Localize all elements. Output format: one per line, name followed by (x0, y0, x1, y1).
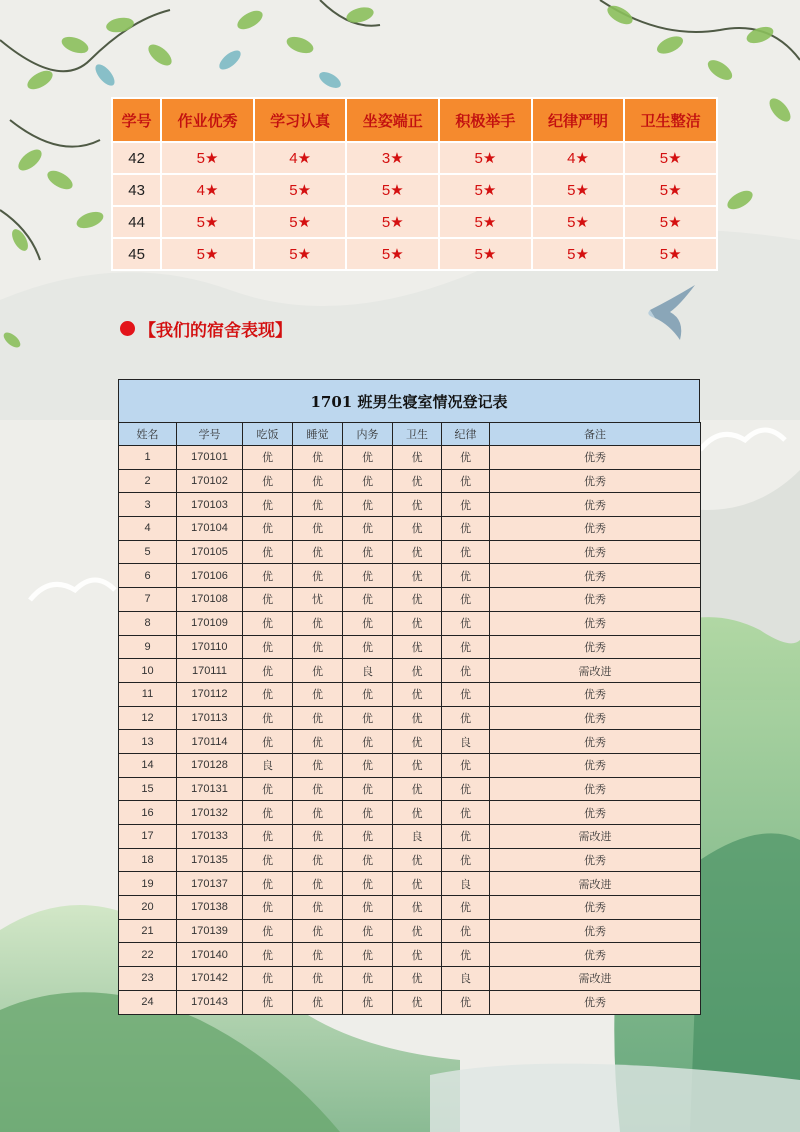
star-table-row (112, 238, 717, 270)
dorm-table-cell: 170104 (177, 517, 243, 541)
dorm-table-row (119, 588, 701, 612)
dorm-table-cell: 优 (243, 517, 293, 541)
dorm-table-cell: 优 (343, 801, 393, 825)
dorm-table-header: 睡觉 (293, 423, 343, 446)
bullet-dot-icon (120, 321, 135, 336)
dorm-table-cell: 170138 (177, 896, 243, 920)
star-table-row (112, 174, 717, 206)
dorm-table-cell: 13 (119, 730, 177, 754)
dorm-table-cell: 优秀 (490, 611, 701, 635)
dorm-table-cell: 优秀 (490, 943, 701, 967)
dorm-table-row (119, 517, 701, 541)
dorm-table-cell: 18 (119, 848, 177, 872)
dorm-table-cell: 20 (119, 896, 177, 920)
dorm-table-cell: 优 (343, 635, 393, 659)
dorm-table-cell: 170108 (177, 588, 243, 612)
star-score-cell: 5★ (624, 238, 717, 270)
dorm-table-cell: 优 (393, 588, 442, 612)
dorm-table-cell: 优 (343, 493, 393, 517)
dorm-table-row (119, 896, 701, 920)
dorm-table-cell: 良 (243, 753, 293, 777)
dorm-table-cell: 优 (442, 801, 490, 825)
dorm-table-cell: 优 (442, 635, 490, 659)
dorm-table-row (119, 848, 701, 872)
dorm-table-cell: 优 (393, 896, 442, 920)
dorm-table-header: 卫生 (393, 423, 442, 446)
dorm-table-cell: 170113 (177, 706, 243, 730)
dorm-table-cell: 1 (119, 446, 177, 470)
dorm-table-row (119, 493, 701, 517)
dorm-table-cell: 优 (442, 848, 490, 872)
dorm-table-row (119, 564, 701, 588)
dorm-table-cell: 优 (442, 896, 490, 920)
dorm-table-row (119, 469, 701, 493)
dorm-table-cell: 优秀 (490, 682, 701, 706)
dorm-table-cell: 170131 (177, 777, 243, 801)
star-score-cell: 5★ (161, 206, 254, 238)
dorm-table-cell: 14 (119, 753, 177, 777)
dorm-table-cell: 优 (343, 825, 393, 849)
dorm-table-cell: 优 (293, 611, 343, 635)
dorm-table-cell: 170139 (177, 919, 243, 943)
dorm-table-cell: 优 (343, 919, 393, 943)
dorm-table-cell: 优 (393, 801, 442, 825)
star-table-header: 纪律严明 (532, 98, 625, 142)
dorm-table-cell: 优 (293, 540, 343, 564)
dorm-table-cell: 优 (343, 564, 393, 588)
dorm-table-cell: 优 (393, 635, 442, 659)
dorm-table-cell: 优秀 (490, 635, 701, 659)
dorm-table-cell: 170135 (177, 848, 243, 872)
student-id-cell: 43 (112, 174, 161, 206)
dorm-table-row (119, 825, 701, 849)
student-id-cell: 44 (112, 206, 161, 238)
dorm-table-cell: 170112 (177, 682, 243, 706)
dorm-table-cell: 2 (119, 469, 177, 493)
star-score-cell: 5★ (161, 142, 254, 174)
dorm-table-cell: 170128 (177, 753, 243, 777)
dorm-table-cell: 优秀 (490, 848, 701, 872)
dorm-table-cell: 优 (293, 825, 343, 849)
star-score-cell: 5★ (439, 174, 532, 206)
star-score-cell: 5★ (439, 206, 532, 238)
dorm-table-cell: 优 (442, 469, 490, 493)
dorm-table-header: 姓名 (119, 423, 177, 446)
dorm-table-cell: 优 (293, 896, 343, 920)
star-score-cell: 4★ (254, 142, 347, 174)
dorm-table-cell: 优 (393, 446, 442, 470)
dorm-table-row (119, 611, 701, 635)
dorm-table-cell: 优 (393, 730, 442, 754)
dorm-table-cell: 170103 (177, 493, 243, 517)
dorm-table-cell: 优 (343, 446, 393, 470)
dorm-table-cell: 优 (243, 611, 293, 635)
dorm-table-cell: 优 (243, 967, 293, 991)
dorm-table-cell: 优 (343, 588, 393, 612)
dorm-table-cell: 优 (442, 919, 490, 943)
dorm-table-cell: 优 (243, 469, 293, 493)
dorm-table-cell: 优 (393, 753, 442, 777)
dorm-table-cell: 优 (343, 967, 393, 991)
dorm-table-cell: 优 (343, 753, 393, 777)
dorm-table-cell: 优 (442, 540, 490, 564)
dorm-table-row (119, 990, 701, 1014)
dorm-table-cell: 优秀 (490, 564, 701, 588)
dorm-table-cell: 优 (442, 777, 490, 801)
star-score-cell: 5★ (161, 238, 254, 270)
dorm-table-row (119, 777, 701, 801)
dorm-table-cell: 优秀 (490, 896, 701, 920)
dorm-table-cell: 优秀 (490, 540, 701, 564)
star-table-row (112, 206, 717, 238)
dorm-table-cell: 170101 (177, 446, 243, 470)
dorm-table-cell: 优 (442, 659, 490, 683)
star-score-cell: 5★ (439, 238, 532, 270)
dorm-table-cell: 170137 (177, 872, 243, 896)
dorm-table-cell: 优 (243, 801, 293, 825)
star-score-cell: 5★ (624, 206, 717, 238)
dorm-table-cell: 15 (119, 777, 177, 801)
dorm-table-cell: 优 (393, 611, 442, 635)
dorm-table-cell: 优 (243, 919, 293, 943)
dorm-table-cell: 170109 (177, 611, 243, 635)
dorm-table-cell: 优 (343, 540, 393, 564)
dorm-table-cell: 优秀 (490, 469, 701, 493)
star-score-cell: 4★ (161, 174, 254, 206)
dorm-table-cell: 优秀 (490, 801, 701, 825)
dorm-table-row (119, 682, 701, 706)
section-title: 【我们的宿舍表现】 (139, 321, 292, 341)
dorm-table-cell: 优 (442, 564, 490, 588)
dorm-table-row (119, 730, 701, 754)
dorm-table-cell: 优 (293, 753, 343, 777)
dorm-table-cell: 优 (293, 967, 343, 991)
dorm-table-cell: 优 (293, 564, 343, 588)
dorm-table-cell: 优秀 (490, 446, 701, 470)
dorm-table-cell: 良 (343, 659, 393, 683)
dorm-table-cell: 优 (393, 777, 442, 801)
dorm-table-cell: 需改进 (490, 967, 701, 991)
dorm-table-cell: 优 (393, 564, 442, 588)
dorm-table-row (119, 635, 701, 659)
star-table-header: 坐姿端正 (346, 98, 439, 142)
dorm-table-cell: 优 (243, 848, 293, 872)
dorm-table-cell: 优秀 (490, 517, 701, 541)
dorm-table-cell: 优 (343, 682, 393, 706)
section-heading (120, 316, 292, 341)
dorm-table-cell: 170114 (177, 730, 243, 754)
dorm-table-header-row (119, 423, 701, 446)
dorm-table-cell: 优 (243, 564, 293, 588)
dorm-table-cell: 忧 (293, 588, 343, 612)
dorm-table-cell: 优 (243, 446, 293, 470)
dorm-table-cell: 优 (243, 659, 293, 683)
dorm-table-cell: 优 (343, 943, 393, 967)
dorm-table-cell: 需改进 (490, 825, 701, 849)
star-score-cell: 5★ (254, 174, 347, 206)
dorm-table-cell: 优 (343, 777, 393, 801)
star-score-cell: 5★ (254, 206, 347, 238)
dorm-table-cell: 优 (243, 730, 293, 754)
dorm-table-cell: 优 (343, 896, 393, 920)
dorm-table-cell: 优 (393, 682, 442, 706)
student-id-cell: 42 (112, 142, 161, 174)
dorm-table-cell: 优 (293, 777, 343, 801)
dorm-table-cell: 170140 (177, 943, 243, 967)
star-score-cell: 5★ (254, 238, 347, 270)
dorm-table-cell: 优 (243, 588, 293, 612)
dorm-table-cell: 优 (343, 848, 393, 872)
dorm-table-cell: 170111 (177, 659, 243, 683)
dorm-table-row (119, 659, 701, 683)
dorm-table-cell: 优 (393, 919, 442, 943)
dorm-table-header: 学号 (177, 423, 243, 446)
star-table-row (112, 142, 717, 174)
dorm-table-cell: 需改进 (490, 872, 701, 896)
dorm-table-row (119, 801, 701, 825)
dorm-table-cell: 24 (119, 990, 177, 1014)
dorm-table-cell: 优 (243, 777, 293, 801)
dorm-table-cell: 优 (293, 801, 343, 825)
dorm-table-row (119, 753, 701, 777)
dorm-record-table (118, 422, 701, 1015)
dorm-table-row (119, 943, 701, 967)
dorm-table-cell: 优 (243, 896, 293, 920)
dorm-table-header: 备注 (490, 423, 701, 446)
dorm-table-cell: 10 (119, 659, 177, 683)
dorm-table-cell: 优 (243, 872, 293, 896)
star-score-cell: 5★ (624, 174, 717, 206)
dorm-table-cell: 优 (343, 872, 393, 896)
dorm-table-cell: 优秀 (490, 753, 701, 777)
dorm-table-cell: 优 (243, 682, 293, 706)
dorm-table-cell: 优 (393, 659, 442, 683)
dorm-table-cell: 优 (343, 990, 393, 1014)
dorm-table-header: 纪律 (442, 423, 490, 446)
star-score-cell: 5★ (532, 174, 625, 206)
dorm-table-cell: 优 (343, 706, 393, 730)
dorm-table-header: 内务 (343, 423, 393, 446)
star-table-header: 学号 (112, 98, 161, 142)
dorm-table-cell: 优 (393, 990, 442, 1014)
dorm-table-cell: 优 (293, 517, 343, 541)
star-table-header: 作业优秀 (161, 98, 254, 142)
dorm-table-cell: 9 (119, 635, 177, 659)
dorm-table-cell: 优秀 (490, 730, 701, 754)
star-score-cell: 5★ (624, 142, 717, 174)
dorm-table-cell: 170142 (177, 967, 243, 991)
dorm-table-cell: 170102 (177, 469, 243, 493)
dorm-table-cell: 优 (442, 706, 490, 730)
dorm-table-cell: 6 (119, 564, 177, 588)
dorm-table-cell: 优 (393, 943, 442, 967)
dorm-table-cell: 优秀 (490, 493, 701, 517)
dorm-table-cell: 优 (243, 493, 293, 517)
dorm-table-cell: 优 (293, 990, 343, 1014)
star-score-cell: 4★ (532, 142, 625, 174)
dorm-table-cell: 优 (293, 706, 343, 730)
dorm-table-cell: 3 (119, 493, 177, 517)
dorm-table-cell: 优秀 (490, 777, 701, 801)
star-score-cell: 3★ (346, 142, 439, 174)
star-table-header-row (112, 98, 717, 142)
dorm-table-cell: 优 (293, 682, 343, 706)
star-rating-table (111, 97, 718, 271)
dorm-table-cell: 优 (243, 990, 293, 1014)
dorm-table-cell: 优 (442, 943, 490, 967)
dorm-table-cell: 优 (393, 967, 442, 991)
dorm-table-title: 1701 班男生寝室情况登记表 (118, 379, 700, 422)
dorm-table-cell: 170110 (177, 635, 243, 659)
dorm-table-cell: 11 (119, 682, 177, 706)
dorm-table-cell: 良 (442, 967, 490, 991)
dorm-table-cell: 优 (343, 517, 393, 541)
dorm-table-cell: 优秀 (490, 919, 701, 943)
dorm-table-cell: 4 (119, 517, 177, 541)
star-score-cell: 5★ (532, 238, 625, 270)
dorm-table-cell: 优 (293, 943, 343, 967)
dorm-table-cell: 优 (393, 706, 442, 730)
dorm-table-cell: 23 (119, 967, 177, 991)
dorm-table-cell: 优 (343, 730, 393, 754)
dorm-table-row (119, 540, 701, 564)
star-table-header: 学习认真 (254, 98, 347, 142)
dorm-table-cell: 优秀 (490, 588, 701, 612)
dorm-table-cell: 5 (119, 540, 177, 564)
dorm-table-cell: 优秀 (490, 990, 701, 1014)
dorm-table-cell: 优 (442, 588, 490, 612)
dorm-table-cell: 优 (393, 540, 442, 564)
dorm-table-row (119, 706, 701, 730)
dorm-table-cell: 良 (442, 730, 490, 754)
dorm-table-cell: 16 (119, 801, 177, 825)
dorm-table-cell: 优 (442, 446, 490, 470)
dorm-table-cell: 19 (119, 872, 177, 896)
star-table-header: 积极举手 (439, 98, 532, 142)
dorm-table-cell: 170133 (177, 825, 243, 849)
dorm-table-cell: 优秀 (490, 706, 701, 730)
dorm-table-cell: 170143 (177, 990, 243, 1014)
dorm-table-cell: 优 (393, 517, 442, 541)
dorm-table-cell: 170132 (177, 801, 243, 825)
dorm-table-cell: 优 (343, 611, 393, 635)
dorm-table-cell: 22 (119, 943, 177, 967)
dorm-table-cell: 优 (243, 825, 293, 849)
dorm-table-cell: 17 (119, 825, 177, 849)
dorm-table-cell: 优 (243, 706, 293, 730)
dorm-table-cell: 优 (293, 493, 343, 517)
dorm-table-cell: 优 (293, 730, 343, 754)
dorm-table-cell: 优 (243, 943, 293, 967)
dorm-table-cell: 良 (442, 872, 490, 896)
dorm-table-cell: 优 (393, 469, 442, 493)
star-score-cell: 5★ (439, 142, 532, 174)
dorm-table-cell: 12 (119, 706, 177, 730)
dorm-table-cell: 8 (119, 611, 177, 635)
dorm-table-row (119, 919, 701, 943)
dorm-table-cell: 优 (442, 682, 490, 706)
dorm-table-cell: 优 (393, 872, 442, 896)
dorm-table-row (119, 967, 701, 991)
dorm-table-cell: 优 (343, 469, 393, 493)
dorm-table-header: 吃饭 (243, 423, 293, 446)
dorm-table-cell: 需改进 (490, 659, 701, 683)
dorm-table-cell: 优 (293, 848, 343, 872)
dorm-table-cell: 优 (442, 753, 490, 777)
star-score-cell: 5★ (346, 238, 439, 270)
dorm-table-cell: 优 (293, 872, 343, 896)
dorm-table-cell: 优 (293, 635, 343, 659)
star-score-cell: 5★ (346, 206, 439, 238)
dorm-table-cell: 优 (293, 446, 343, 470)
dorm-table-cell: 170106 (177, 564, 243, 588)
dorm-table-cell: 优 (243, 540, 293, 564)
dorm-table-cell: 优 (293, 919, 343, 943)
dorm-table-cell: 优 (293, 469, 343, 493)
dorm-table-row (119, 446, 701, 470)
dorm-table-cell: 优 (243, 635, 293, 659)
star-score-cell: 5★ (532, 206, 625, 238)
dorm-table-row (119, 872, 701, 896)
dorm-table-cell: 良 (393, 825, 442, 849)
dorm-table-cell: 优 (442, 825, 490, 849)
student-id-cell: 45 (112, 238, 161, 270)
dorm-table-cell: 优 (293, 659, 343, 683)
dorm-table-cell: 优 (393, 848, 442, 872)
dorm-table-cell: 优 (442, 990, 490, 1014)
dorm-table-cell: 优 (393, 493, 442, 517)
dorm-table-cell: 170105 (177, 540, 243, 564)
dorm-table-wrapper (118, 379, 700, 1015)
dorm-table-cell: 优 (442, 517, 490, 541)
dorm-table-cell: 优 (442, 493, 490, 517)
dorm-table-cell: 7 (119, 588, 177, 612)
dorm-table-cell: 优 (442, 611, 490, 635)
dorm-table-cell: 21 (119, 919, 177, 943)
star-table-header: 卫生整洁 (624, 98, 717, 142)
star-score-cell: 5★ (346, 174, 439, 206)
